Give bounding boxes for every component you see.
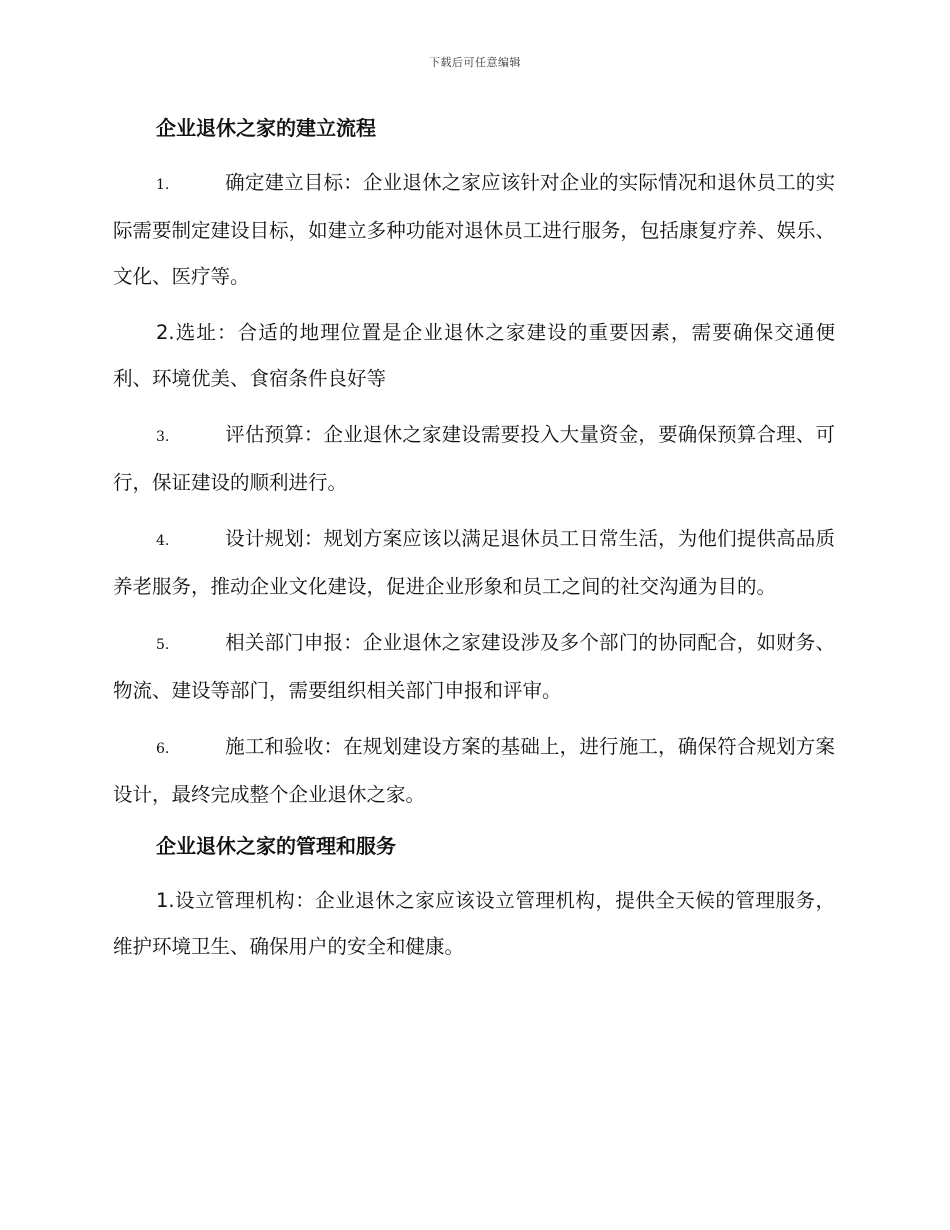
section-heading: 企业退休之家的管理和服务 xyxy=(156,834,396,858)
list-item xyxy=(113,724,835,818)
page-header: 下载后可任意编辑 xyxy=(429,56,521,69)
item-text: 相关部门申报：企业退休之家建设涉及多个部门的协同配合，如财务、物流、建设等部门，需要组织相关部门申报和评审。 xyxy=(113,631,835,702)
section-heading: 企业退休之家的建立流程 xyxy=(156,116,376,140)
list-item xyxy=(113,620,835,714)
item-text: 施工和验收：在规划建设方案的基础上，进行施工，确保符合规划方案设计，最终完成整个企业退休之家。 xyxy=(113,735,835,806)
item-number: 1. xyxy=(156,177,170,193)
item-text: 选址：合适的地理位置是企业退休之家建设的重要因素，需要确保交通便利、环境优美、食宿条件良好等 xyxy=(113,321,835,390)
item-number: 3. xyxy=(156,429,170,445)
item-text: 设计规划：规划方案应该以满足退休员工日常生活，为他们提供高品质养老服务，推动企业文化建设，促进企业形象和员工之间的社交沟通为目的。 xyxy=(113,527,835,598)
item-number: 5. xyxy=(156,637,170,653)
list-item xyxy=(113,310,835,402)
list-item xyxy=(113,878,835,970)
list-item xyxy=(113,412,835,506)
item-number: 2. xyxy=(156,321,175,344)
item-text: 确定建立目标：企业退休之家应该针对企业的实际情况和退休员工的实际需要制定建设目标，如建立多种功能对退休员工进行服务，包括康复疗养、娱乐、文化、医疗等。 xyxy=(113,171,835,288)
list-item xyxy=(113,160,835,300)
list-item xyxy=(113,516,835,610)
item-number: 1. xyxy=(156,889,175,912)
item-number: 4. xyxy=(156,533,170,549)
document-body xyxy=(113,110,835,970)
item-text: 评估预算：企业退休之家建设需要投入大量资金，要确保预算合理、可行，保证建设的顺利进行。 xyxy=(113,423,835,494)
item-number: 6. xyxy=(156,741,170,757)
item-text: 设立管理机构：企业退休之家应该设立管理机构，提供全天候的管理服务，维护环境卫生、确保用户的安全和健康。 xyxy=(113,889,835,958)
